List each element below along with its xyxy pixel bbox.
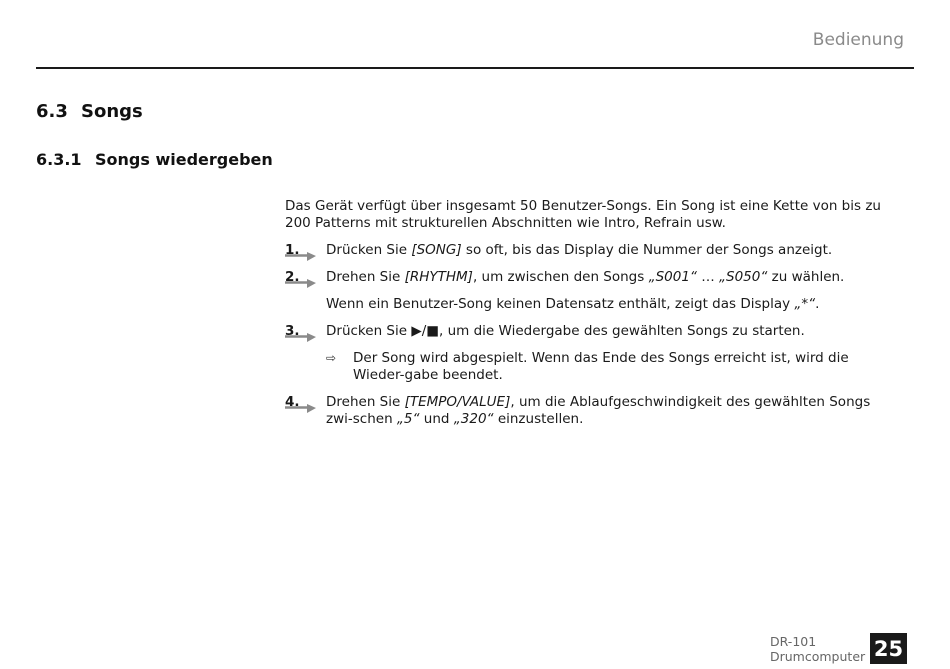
header-divider bbox=[36, 67, 914, 69]
step-number: 3. bbox=[285, 323, 300, 339]
key-label: [SONG] bbox=[411, 242, 462, 258]
step-number: 1. bbox=[285, 242, 300, 258]
display-value: „5“ bbox=[396, 411, 420, 427]
footer-product-name: Drumcomputer bbox=[770, 649, 866, 664]
subsection-number: 6.3.1 bbox=[36, 150, 82, 169]
play-stop-key: ▶/■ bbox=[411, 323, 440, 339]
step-arrow-icon bbox=[285, 252, 316, 262]
display-value: „*“ bbox=[794, 296, 816, 312]
step-arrow-icon bbox=[285, 404, 316, 414]
key-label: [TEMPO/VALUE] bbox=[404, 394, 511, 410]
subsection-title: Songs wiedergeben bbox=[95, 150, 273, 169]
step-arrow-icon bbox=[285, 333, 316, 343]
section-heading bbox=[36, 101, 143, 122]
display-value: „S050“ bbox=[719, 269, 768, 285]
step-3: 3. Drücken Sie ▶/■, um die Wiedergabe des gewählten Songs zu starten. bbox=[285, 323, 895, 340]
section-number: 6.3 bbox=[36, 101, 68, 122]
step-4: 4. Drehen Sie [TEMPO/VALUE], um die Ablaufgeschwindigkeit des gewählten Songs zwi-schen „5“ und „320“ einzustellen. bbox=[285, 394, 871, 427]
subsection-heading bbox=[36, 150, 273, 169]
step-3-result: ⇨ Der Song wird abgespielt. Wenn das Ende des Songs erreicht ist, wird die Wieder-gabe beendet. bbox=[326, 350, 849, 383]
footer-product bbox=[770, 634, 865, 664]
key-label: [RHYTHM] bbox=[404, 269, 473, 285]
body-text bbox=[285, 198, 895, 438]
step-2: 2. Drehen Sie [RHYTHM], um zwischen den Songs „S001“ … „S050“ zu wählen. bbox=[285, 269, 895, 286]
display-value: „320“ bbox=[453, 411, 494, 427]
display-value: „S001“ bbox=[648, 269, 697, 285]
step-number: 2. bbox=[285, 269, 300, 285]
page-number: 25 bbox=[870, 633, 907, 664]
step-arrow-icon bbox=[285, 279, 316, 289]
section-title: Songs bbox=[81, 101, 143, 122]
running-header: Bedienung bbox=[812, 30, 904, 50]
step-1: 1. Drücken Sie [SONG] so oft, bis das Display die Nummer der Songs anzeigt. bbox=[285, 242, 895, 259]
footer-model-name: DR-101 bbox=[770, 634, 817, 649]
step-number: 4. bbox=[285, 394, 300, 410]
step-2-note: Wenn ein Benutzer-Song keinen Datensatz enthält, zeigt das Display „*“. bbox=[326, 296, 820, 312]
result-arrow-icon: ⇨ bbox=[326, 351, 337, 365]
intro-paragraph: Das Gerät verfügt über insgesamt 50 Benutzer-Songs. Ein Song ist eine Kette von bis zu 200 Patterns mit strukturellen Abschnitten wie Intro, Refrain usw. bbox=[285, 198, 881, 231]
